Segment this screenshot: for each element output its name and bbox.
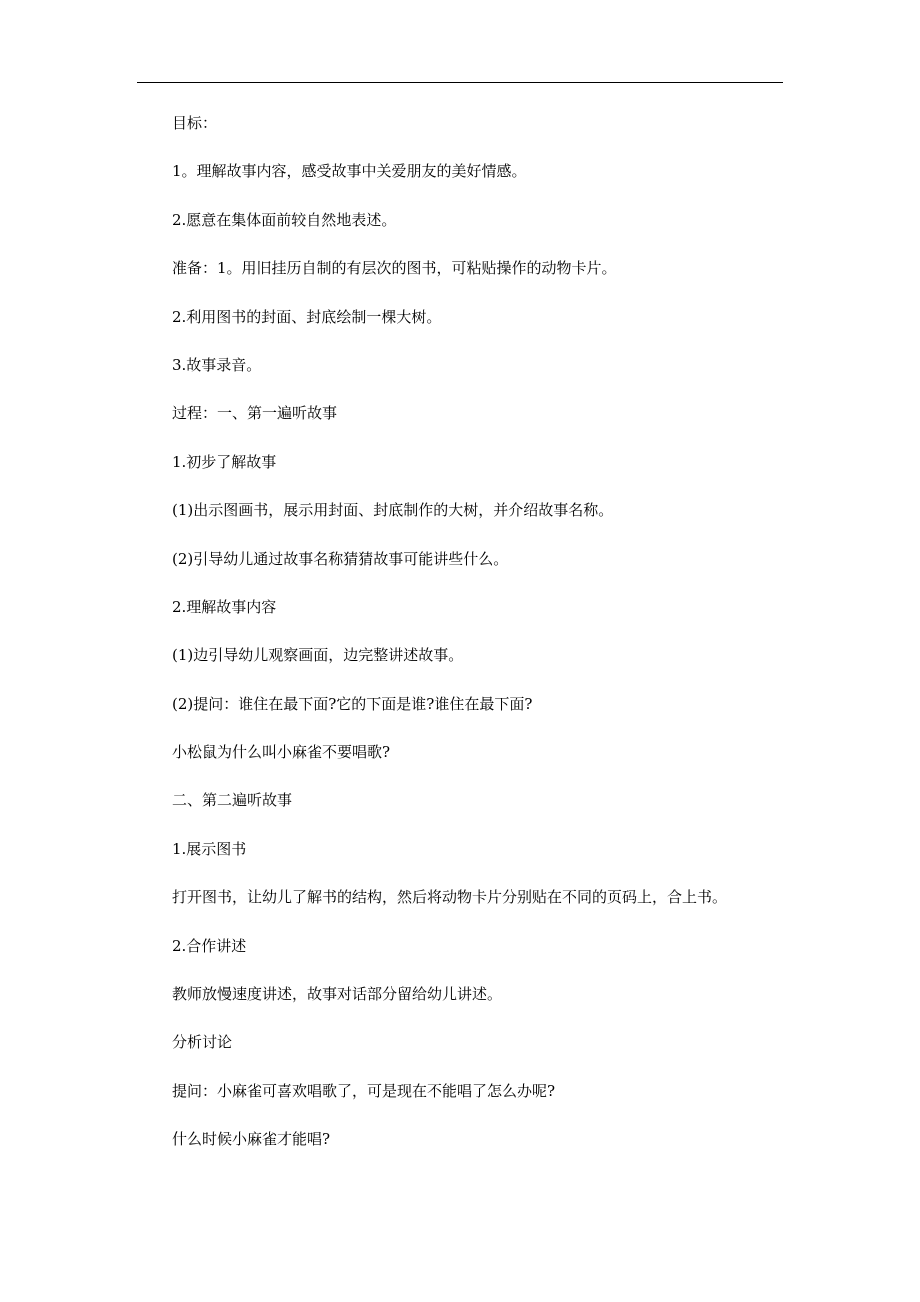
header-rule (137, 82, 783, 83)
text-line: 提问：小麻雀可喜欢唱歌了，可是现在不能唱了怎么办呢? (172, 1081, 556, 1100)
document-body (172, 111, 787, 1151)
text-line: (2)引导幼儿通过故事名称猜猜故事可能讲些什么。 (172, 549, 509, 568)
text-line: 准备：1。用旧挂历自制的有层次的图书，可粘贴操作的动物卡片。 (172, 259, 617, 278)
text-line: 小松鼠为什么叫小麻雀不要唱歌? (172, 743, 391, 762)
text-line: (2)提问：谁住在最下面?它的下面是谁?谁住在最下面? (172, 694, 533, 713)
text-line: (1)边引导幼儿观察画面，边完整讲述故事。 (172, 646, 464, 665)
text-line: 目标： (172, 114, 218, 132)
text-line: 过程：一、第一遍听故事 (172, 404, 338, 423)
text-line: 2.合作讲述 (172, 936, 247, 955)
text-line: 分析讨论 (172, 1033, 233, 1052)
text-line: 1。理解故事内容，感受故事中关爱朋友的美好情感。 (172, 162, 527, 181)
text-line: 二、第二遍听故事 (172, 791, 293, 810)
text-line: (1)出示图画书，展示用封面、封底制作的大树，并介绍故事名称。 (172, 501, 614, 520)
text-line: 1.初步了解故事 (172, 452, 277, 471)
text-line: 什么时候小麻雀才能唱? (172, 1130, 331, 1149)
text-line: 3.故事录音。 (172, 355, 262, 374)
text-line: 1.展示图书 (172, 839, 247, 858)
text-line: 2.理解故事内容 (172, 597, 277, 616)
text-line: 2.愿意在集体面前较自然地表述。 (172, 210, 397, 229)
text-line: 打开图书，让幼儿了解书的结构，然后将动物卡片分别贴在不同的页码上，合上书。 (172, 888, 728, 907)
text-line: 教师放慢速度讲述，故事对话部分留给幼儿讲述。 (172, 985, 503, 1004)
text-line: 2.利用图书的封面、封底绘制一棵大树。 (172, 307, 442, 326)
